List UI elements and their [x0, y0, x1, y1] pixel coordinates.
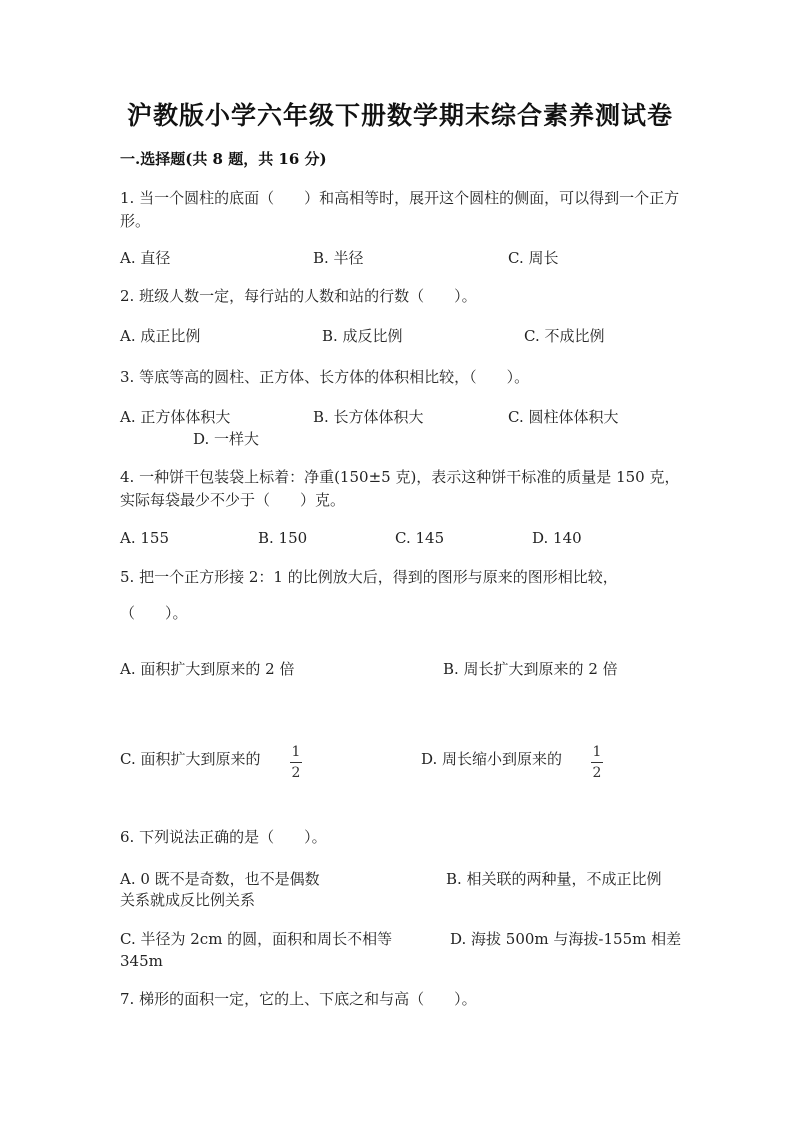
- question-2: 2. 班级人数一定，每行站的人数和站的行数（ ）。: [120, 287, 477, 305]
- q3-option-b[interactable]: B. 长方体体积大: [313, 408, 424, 426]
- q5-option-c-fraction: [289, 744, 303, 781]
- q4-option-c[interactable]: C. 145: [395, 529, 445, 547]
- q6-option-d-continued: 345m: [120, 952, 163, 970]
- question-5-blank: （ ）。: [120, 604, 188, 622]
- q5-option-a[interactable]: A. 面积扩大到原来的 2 倍: [120, 660, 295, 678]
- q6-option-b-continued: 关系就成反比例关系: [120, 891, 256, 909]
- q1-option-b[interactable]: B. 半径: [313, 249, 364, 267]
- q1-option-a[interactable]: A. 直径: [120, 249, 171, 267]
- q4-option-a[interactable]: A. 155: [120, 529, 169, 547]
- q6-option-b[interactable]: B. 相关联的两种量，不成正比例: [446, 870, 662, 888]
- question-6: 6. 下列说法正确的是（ ）。: [120, 828, 327, 846]
- q5-option-d-fraction: [590, 744, 604, 781]
- q6-option-c[interactable]: C. 半径为 2cm 的圆，面积和周长不相等: [120, 930, 393, 948]
- question-5: 5. 把一个正方形接 2：1 的比例放大后，得到的图形与原来的图形相比较，: [120, 568, 618, 586]
- page-title: 沪教版小学六年级下册数学期末综合素养测试卷: [126, 101, 673, 130]
- q5-option-c[interactable]: C. 面积扩大到原来的: [120, 750, 261, 768]
- q3-option-a[interactable]: A. 正方体体积大: [120, 408, 231, 426]
- q6-option-d[interactable]: D. 海拔 500m 与海拔-155m 相差: [450, 930, 682, 948]
- q2-option-b[interactable]: B. 成反比例: [322, 327, 403, 345]
- section-heading: 一.选择题(共 8 题，共 16 分): [120, 150, 327, 168]
- fraction-numerator: 1: [291, 744, 301, 760]
- q4-option-d[interactable]: D. 140: [532, 529, 582, 547]
- q3-option-d[interactable]: D. 一样大: [193, 430, 260, 448]
- q5-option-b[interactable]: B. 周长扩大到原来的 2 倍: [443, 660, 618, 678]
- q3-option-c[interactable]: C. 圆柱体体积大: [508, 408, 619, 426]
- q4-option-b[interactable]: B. 150: [258, 529, 308, 547]
- fraction-bar: [290, 762, 302, 763]
- question-4: 4. 一种饼干包装袋上标着：净重(150±5 克)，表示这种饼干标准的质量是 150 克，实际每袋最少不少于（ ）克。: [120, 468, 680, 509]
- fraction-denominator: 2: [592, 765, 602, 781]
- q5-option-d[interactable]: D. 周长缩小到原来的: [421, 750, 563, 768]
- q1-option-c[interactable]: C. 周长: [508, 249, 559, 267]
- fraction-bar: [591, 762, 603, 763]
- question-7: 7. 梯形的面积一定，它的上、下底之和与高（ ）。: [120, 990, 477, 1008]
- fraction-numerator: 1: [592, 744, 602, 760]
- question-1: 1. 当一个圆柱的底面（ ）和高相等时，展开这个圆柱的侧面，可以得到一个正方形。: [120, 189, 680, 230]
- q6-option-a[interactable]: A. 0 既不是奇数，也不是偶数: [120, 870, 320, 888]
- q2-option-a[interactable]: A. 成正比例: [120, 327, 201, 345]
- question-3: 3. 等底等高的圆柱、正方体、长方体的体积相比较，（ ）。: [120, 368, 530, 386]
- q2-option-c[interactable]: C. 不成比例: [524, 327, 605, 345]
- fraction-denominator: 2: [291, 765, 301, 781]
